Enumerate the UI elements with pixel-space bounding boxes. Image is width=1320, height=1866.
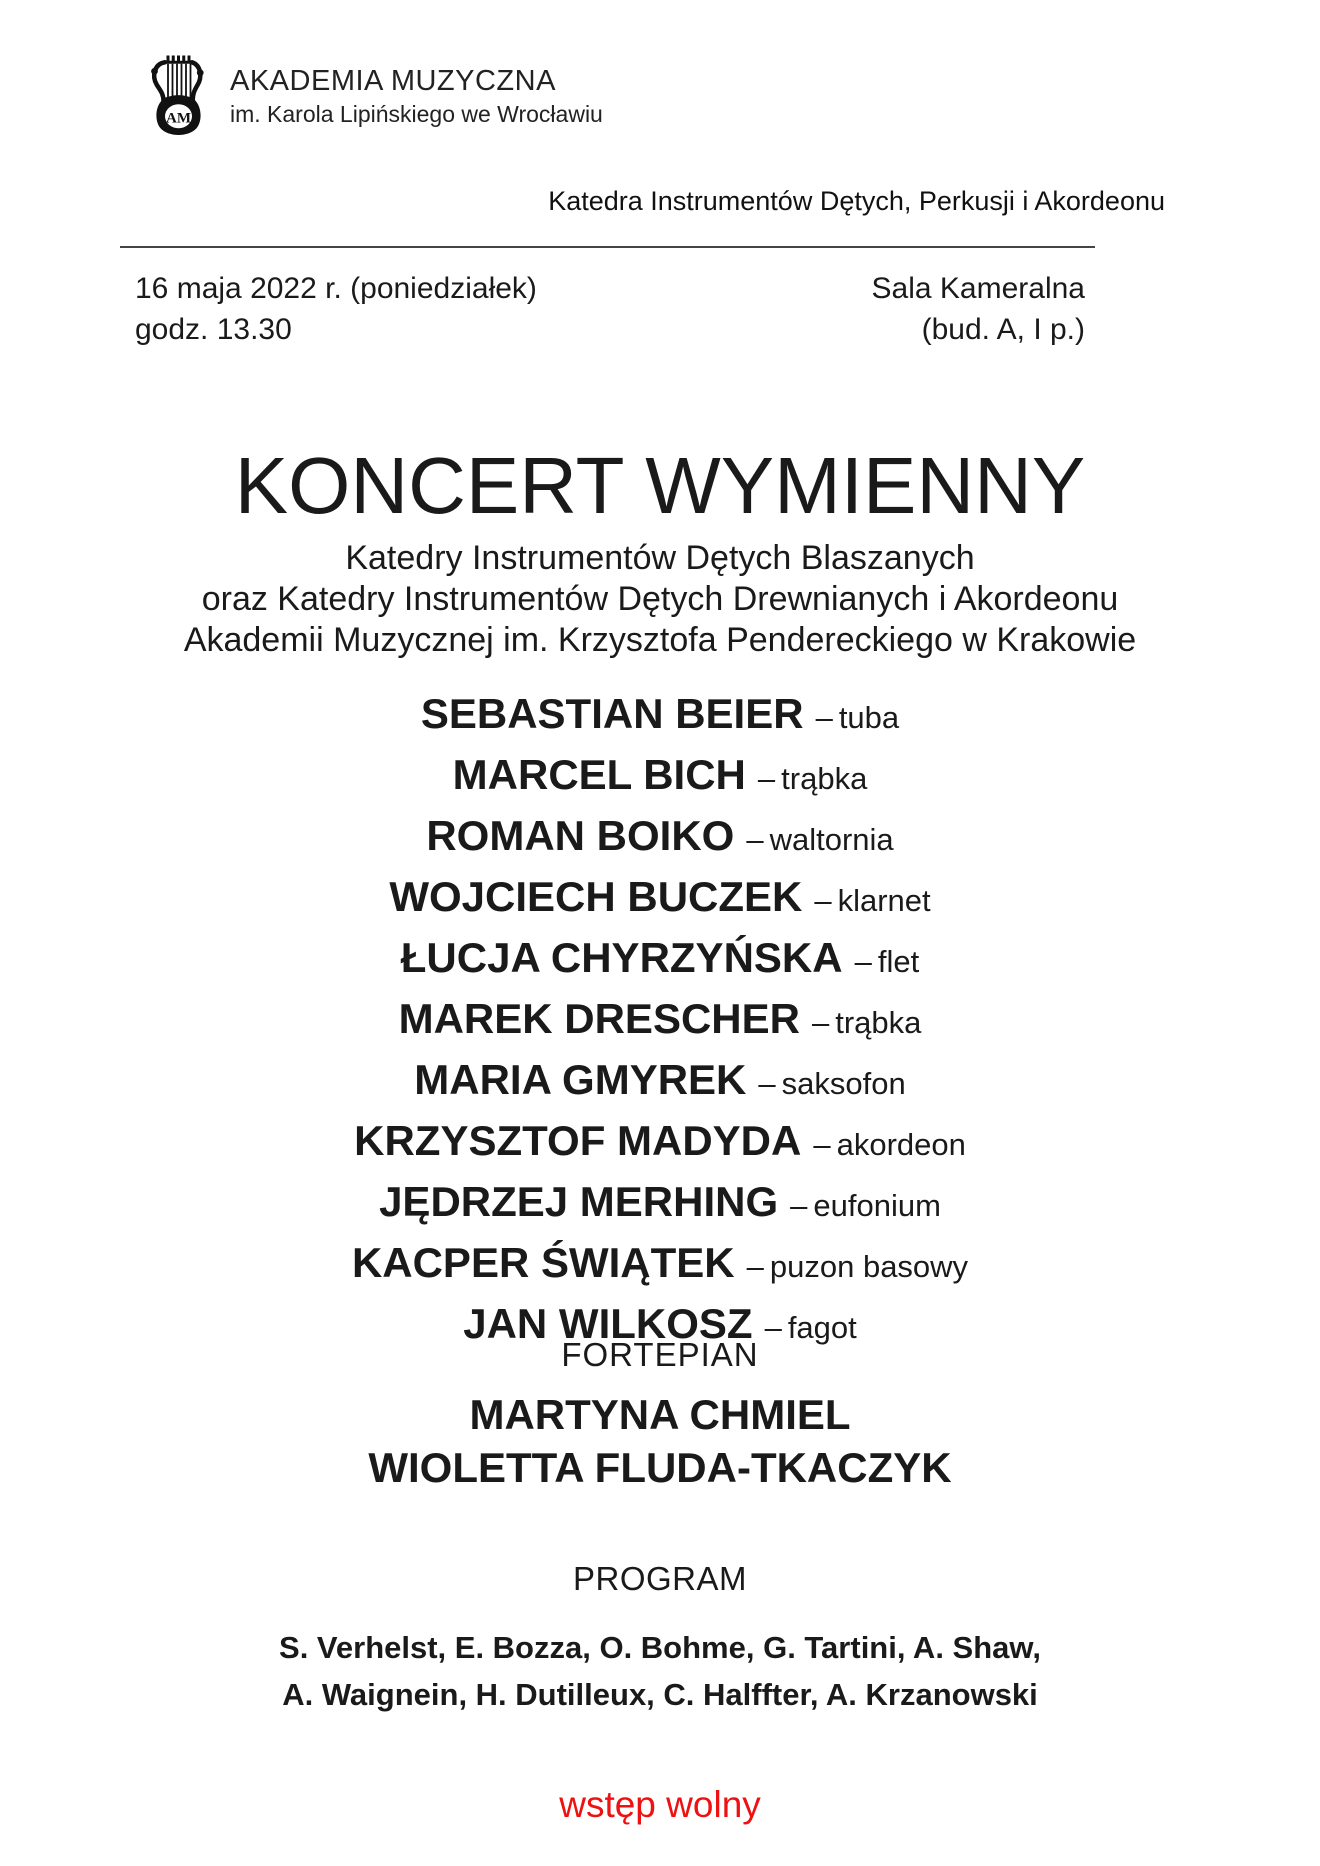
performer-instrument: saksofon [781,1066,906,1101]
name-instrument-dash: – [790,1188,808,1223]
event-info [135,268,1085,350]
performer-instrument: flet [877,944,920,979]
performer-row [0,871,1320,932]
name-instrument-dash: – [746,822,764,857]
program-composers [0,1624,1320,1718]
performer-name: MARIA GMYREK [414,1056,747,1103]
pianist-name: WIOLETTA FLUDA-TKACZYK [368,1444,952,1491]
performer-row [0,688,1320,749]
academy-name: AKADEMIA MUZYCZNA [230,64,556,97]
program-section [0,1560,1320,1718]
concert-title: KONCERT WYMIENNY [234,441,1086,530]
name-instrument-dash: – [757,761,776,796]
name-instrument-dash: – [758,1066,776,1101]
performer-name: KACPER ŚWIĄTEK [351,1239,735,1286]
performer-name: JAN WILKOSZ [463,1300,753,1347]
performer-row [0,993,1320,1054]
performer-row [0,932,1320,993]
name-instrument-dash: – [811,1005,830,1040]
program-heading: PROGRAM [572,1560,747,1597]
performer-instrument: eufonium [813,1188,941,1223]
performer-name: MAREK DRESCHER [398,995,800,1042]
performer-list [0,688,1320,1359]
subtitle-line: Katedry Instrumentów Dętych Blaszanych [345,539,975,577]
event-venue [872,268,1085,350]
performer-name: SEBASTIAN BEIER [420,690,804,737]
performer-row [0,810,1320,871]
performer-instrument: waltornia [769,822,894,857]
performer-instrument: fagot [787,1310,857,1345]
lyre-icon [150,52,204,140]
concert-subtitle [0,538,1320,661]
performer-instrument: klarnet [837,883,931,918]
name-instrument-dash: – [814,883,832,918]
performer-instrument: trąbka [781,761,868,796]
performer-row [0,1176,1320,1237]
academy-logo [150,52,603,140]
program-line: S. Verhelst, E. Bozza, O. Bohme, G. Tartini, A. Shaw, [279,1630,1041,1665]
piano-section [0,1336,1320,1494]
piano-heading: FORTEPIAN [561,1336,759,1373]
performer-name: ŁUCJA CHYRZYŃSKA [400,934,843,981]
logo-monogram: AM [166,110,191,127]
performer-name: ROMAN BOIKO [426,812,735,859]
subtitle-line: oraz Katedry Instrumentów Dętych Drewnianych i Akordeonu [201,580,1119,618]
header-divider [120,246,1095,248]
performer-row [0,1115,1320,1176]
subtitle-line: Akademii Muzycznej im. Krzysztofa Pendereckiego w Krakowie [183,621,1137,659]
performer-instrument: tuba [838,700,900,735]
performer-row [0,749,1320,810]
performer-instrument: trąbka [835,1005,922,1040]
event-date: 16 maja 2022 r. (poniedziałek) [135,272,537,305]
name-instrument-dash: – [813,1127,831,1162]
admission-note: wstęp wolny [559,1784,761,1825]
pianist-name: MARTYNA CHMIEL [469,1391,851,1438]
venue-detail: (bud. A, I p.) [921,313,1085,346]
logo-text [230,64,603,127]
performer-row [0,1237,1320,1298]
department-line: Katedra Instrumentów Dętych, Perkusji i Akordeonu [548,186,1165,216]
name-instrument-dash: – [764,1310,782,1345]
pianist-list [0,1388,1320,1494]
academy-subname: im. Karola Lipińskiego we Wrocławiu [230,100,603,127]
performer-name: WOJCIECH BUCZEK [389,873,803,920]
name-instrument-dash: – [815,700,833,735]
event-datetime [135,268,537,350]
event-time: godz. 13.30 [135,313,292,346]
performer-name: JĘDRZEJ MERHING [379,1178,779,1225]
name-instrument-dash: – [746,1249,764,1284]
performer-name: MARCEL BICH [452,751,746,798]
venue-name: Sala Kameralna [871,272,1085,305]
performer-instrument: akordeon [836,1127,966,1162]
program-line: A. Waignein, H. Dutilleux, C. Halffter, A. Krzanowski [282,1677,1038,1712]
name-instrument-dash: – [854,944,872,979]
performer-name: KRZYSZTOF MADYDA [354,1117,802,1164]
performer-instrument: puzon basowy [769,1249,969,1284]
performer-row [0,1054,1320,1115]
